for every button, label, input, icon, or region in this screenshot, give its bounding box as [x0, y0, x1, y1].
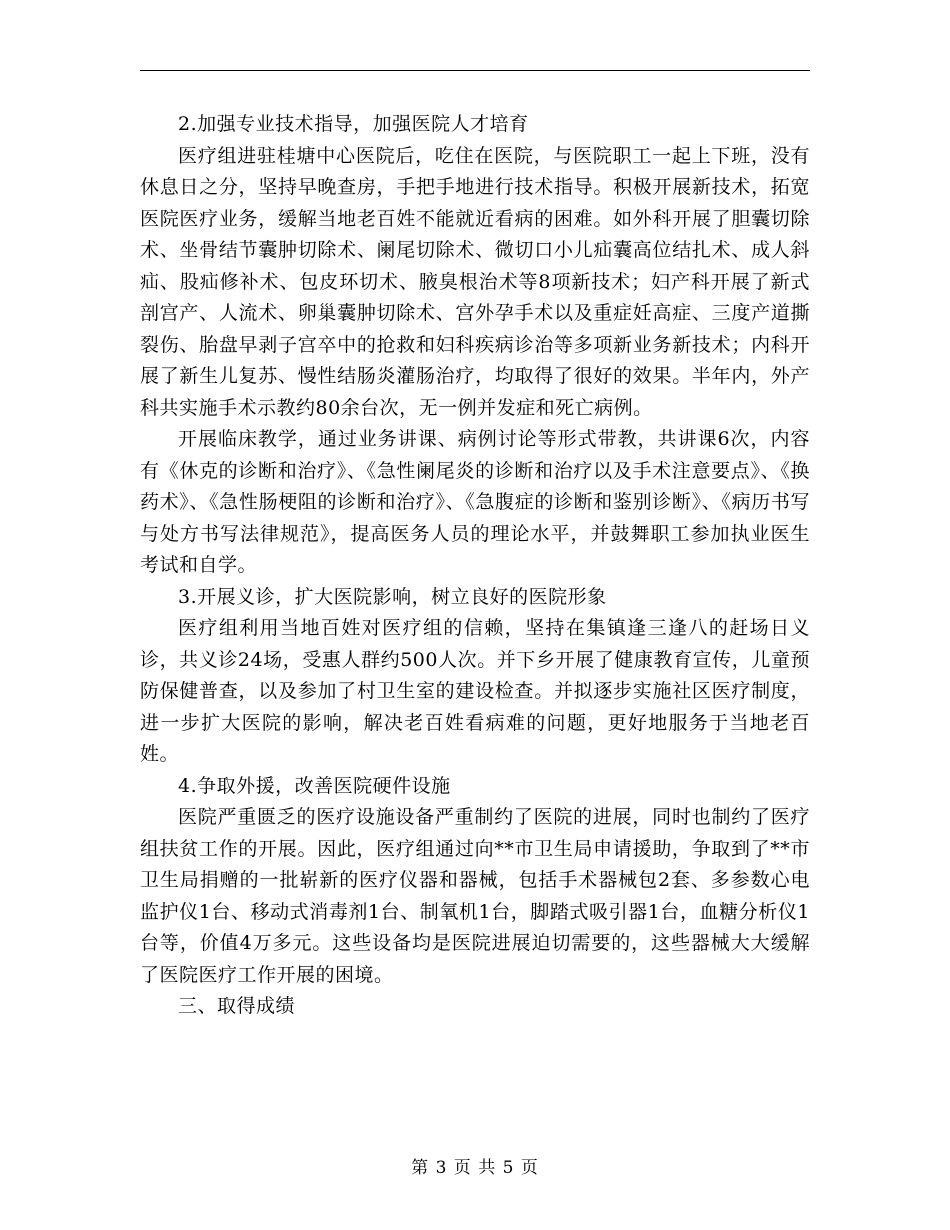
paragraph-external-aid: 医院严重匮乏的医疗设施设备严重制约了医院的进展，同时也制约了医疗组扶贫工作的开展。因此，医疗组通过向**市卫生局申请援助，争取到了**市卫生局捐赠的一批崭新的医疗仪器和器械，包括手术器械包2套、多参数心电监护仪1台、移动式消毒剂1台、制氧机1台，脚踏式吸引器1台，血糖分析仪1台等，价值4万多元。这些设备均是医院进展迫切需要的，这些器械大大缓解了医院医疗工作开展的困境。 — [140, 806, 810, 986]
section-heading-4: 4.争取外援，改善医院硬件设施 — [178, 774, 451, 797]
section-heading-2: 2.加强专业技术指导，加强医院人才培育 — [178, 113, 529, 135]
paragraph-technical-guidance: 医疗组进驻桂塘中心医院后，吃住在医院，与医院职工一起上下班，没有休息日之分，坚持早晚查房，手把手地进行技术指导。积极开展新技术，拓宽医院医疗业务，缓解当地老百姓不能就近看病的困难。如外科开展了胆囊切除术、坐骨结节囊肿切除术、阑尾切除术、微切口小儿疝囊高位结扎术、成人斜疝、股疝修补术、包皮环切术、腋臭根治术等8项新技术；妇产科开展了新式剖宫产、人流术、卵巢囊肿切除术、宫外孕手术以及重症妊高症、三度产道撕裂伤、胎盘早剥子宫卒中的抢救和妇科疾病诊治等多项新业务新技术；内科开展了新生儿复苏、慢性结肠炎灌肠治疗，均取得了很好的效果。半年内，外产科共实施手术示教约80余台次，无一例并发症和死亡病例。 — [140, 144, 810, 419]
header-rule — [140, 70, 810, 71]
paragraph-clinical-teaching: 开展临床教学，通过业务讲课、病例讨论等形式带教，共讲课6次，内容有《休克的诊断和治疗》、《急性阑尾炎的诊断和治疗以及手术注意要点》、《换药术》、《急性肠梗阻的诊断和治疗》、《急腹症的诊断和鉴别诊断》、《病历书写与处方书写法律规范》，提高医务人员的理论水平，并鼓舞职工参加执业医生考试和自学。 — [140, 428, 810, 576]
section-heading-results: 三、取得成绩 — [178, 995, 296, 1017]
paragraph-free-clinic: 医疗组利用当地百姓对医疗组的信赖，坚持在集镇逢三逢八的赶场日义诊，共义诊24场，受惠人群约500人次。并下乡开展了健康教育宣传，儿童预防保健普查，以及参加了村卫生室的建设检查。并拟逐步实施社区医疗制度，进一步扩大医院的影响，解决老百姓看病难的问题，更好地服务于当地老百姓。 — [140, 617, 810, 765]
page-number: 第 3 页 共 5 页 — [411, 1158, 539, 1178]
section-heading-3: 3.开展义诊，扩大医院影响，树立良好的医院形象 — [178, 585, 607, 608]
document-body — [140, 109, 810, 1023]
